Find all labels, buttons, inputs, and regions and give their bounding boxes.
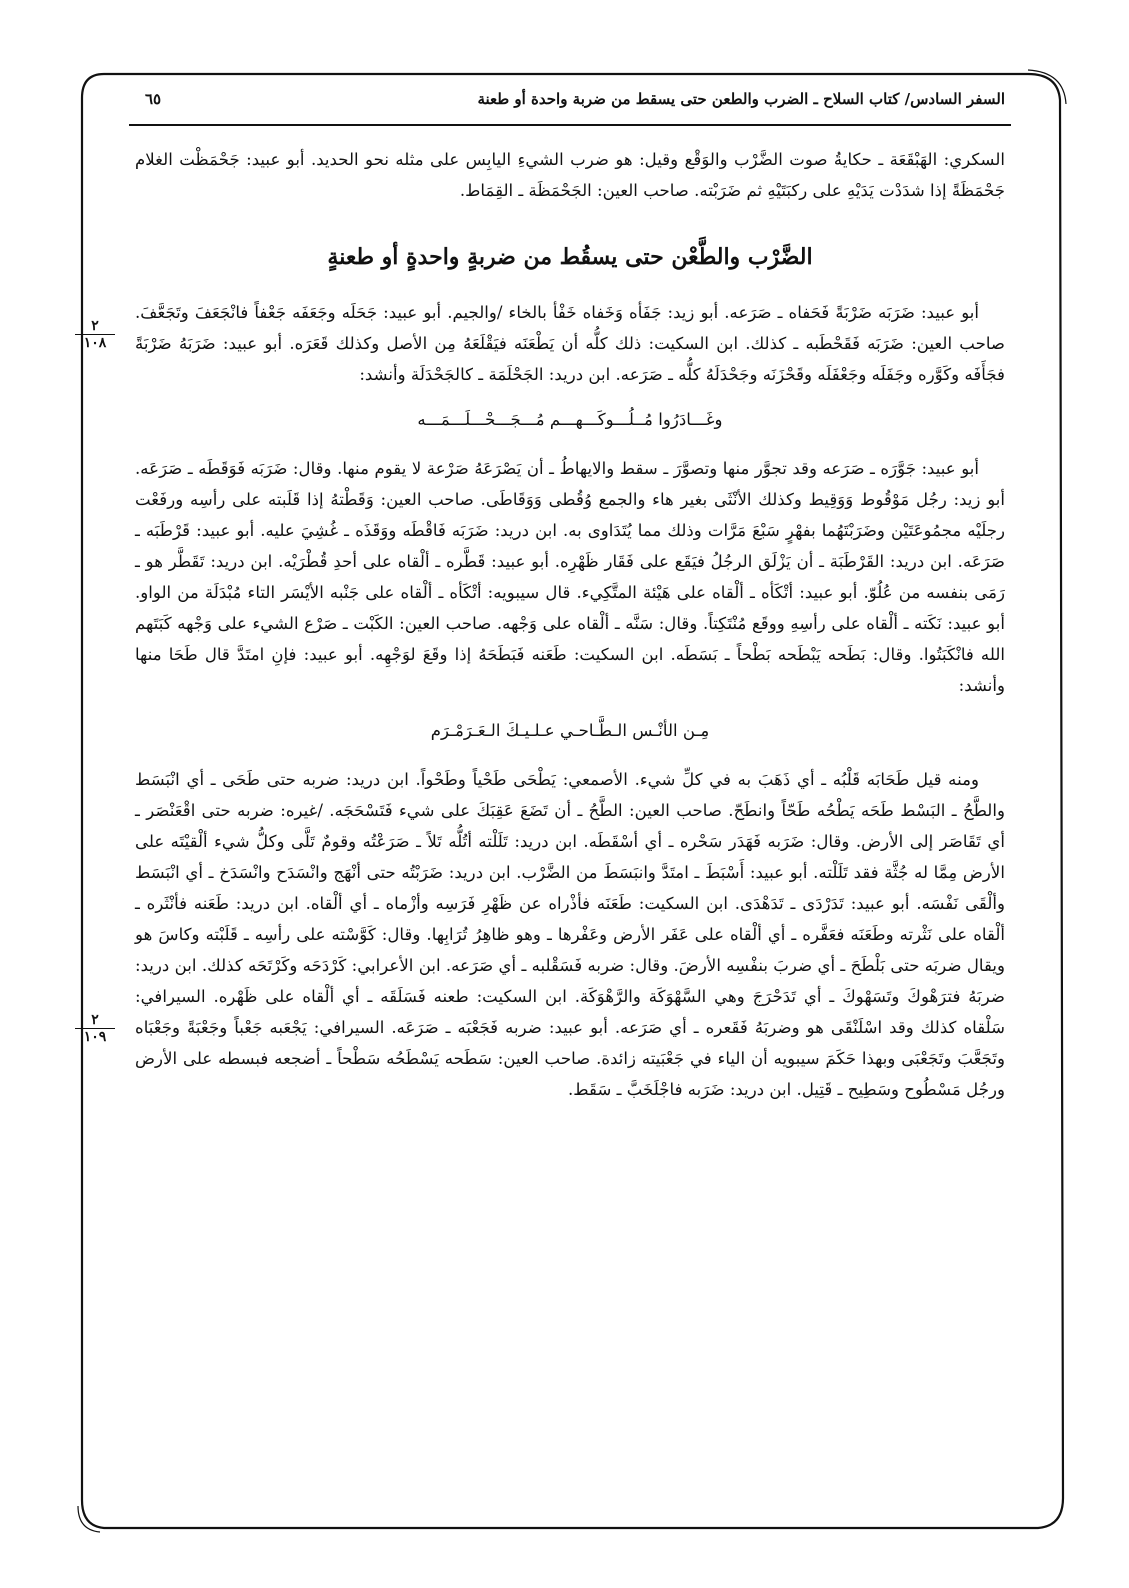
margin-folio-note-2 — [75, 1012, 115, 1045]
intro-paragraph: السكري: الهَبْقَعَة ـ حكايةُ صوت الضَّرْب والوَقْع وقيل: هو ضرب الشيءِ اليابِس على مثله نحو الحديد. أبو عبيد: جَحْمَظْت الغلام جَحْمَظَةً إذا شدَدْت يَدَيْهِ على ركبَتَيْهِ ثم ضَرَبْته. صاحب العين: الجَحْمَظَة ـ القِمَاط. — [135, 150, 1005, 200]
section-heading: الضَّرْب والطَّعْن حتى يسقُط من ضربةٍ واحدةٍ أو طعنةٍ — [327, 244, 813, 270]
page-number: ٦٥ — [145, 90, 162, 108]
header-divider — [129, 124, 1011, 126]
margin-note-1-folio: ١٠٨ — [75, 334, 115, 351]
running-title: السفر السادس/ كتاب السلاح ـ الضرب والطعن حتى يسقط من ضربة واحدة أو طعنة — [477, 90, 1005, 108]
margin-note-1-volume: ٢ — [91, 318, 99, 334]
section-paragraph-3: ومنه قيل طَحَابَه قَلْبُه ـ أي ذَهَبَ به في كلِّ شيء. الأصمعي: يَطْحَى طَحْياً وطَحْواً. ابن دريد: ضربه حتى طَحَى ـ أي انْبَسَط والطَّحُ ـ البَسْط طَحَه يَطْحُه طَحّاً وانطَحّ. صاحب العين: الطَّحُ ـ أن تَضَعَ عَقِبَكَ على شيء فَتَسْحَجَه. /غيره: ضربه حتى اقْعَنْصَر ـ أي تَقَاصَر إلى الأرض. وقال: ضَرَبه فَهَدَر سَحْره ـ أي أسْقَطَه. ابن دريد: تَلَلْته أتُلُّه تَلاً ـ صَرَعْتُه وقومٌ تَلَّى وكلُّ شيء ألْقيْتَه على الأرض مِمَّا له جُثَّة فقد تَلَلْته. أبو عبيد: أَسْبَطَ ـ امتَدَّ وانبَسَطَ من الضَّرْب. ابن دريد: ضَرَبْتُه حتى أنْهَج وانْسَدَح وانْسَدَخ ـ أي انْبَسَط وألْقَى نَفْسَه. أبو عبيد: تَدَرْدَى ـ تَدَهْدَى. ابن السكيت: طَعَنَه فأذْراه عن ظَهْرِ فَرَسِه وأزْماه ـ أي ألْقاه. ابن دريد: طَعَنه فأنْثَره ـ ألْقاه على نَثْرته وطَعَنَه فعَفَّره ـ أي ألْقاه على عَفَر الأرض وعَفْرها ـ وهو ظاهِرُ تُرَابِها. وقال: كَوَّسْته على رأسِه ـ قَلَبْته وكاسَ هو ويقال ضربَه حتى بَلْطَحَ ـ أي ضربَ بنفْسِه الأرضَ. وقال: ضربه فَسَقْلبه ـ أي صَرَعه. ابن الأعرابي: كَرْدَحَه وكَرْتَحَه كذلك. ابن دريد: ضربَهُ فترَهْوكَ وتَسَهْوكَ ـ أي تَدَحْرَجَ وهي السَّهْوَكَة والرَّهْوَكَة. ابن السكيت: طعنه فَسَلَقَه ـ أي ألْقاه على ظَهْره. السيرافي: سَلْقاه كذلك وقد اسْلَنْقَى هو وضربَهُ فَقَعره ـ أي صَرَعه. أبو عبيد: ضربه فَجَعْبَه ـ صَرَعَه. السيرافي: يَجْعَبه جَعْباً وجَعْبَةً وجَعْبَاه وتَجَعَّبَ وتَجَعْبَى وبهذا حَكَمَ سيبويه أن الياء في جَعْبَيته زائدة. صاحب العين: سَطَحه يَسْطَحُه سَطْحاً ـ أضجعه فبسطه على الأرض ورجُل مَسْطُوح وسَطِيح ـ قَتِيل. ابن دريد: ضَرَبه فاجْلَخَبَّ ـ سَقَط. — [135, 770, 1005, 1099]
section-paragraph-1: أبو عبيد: ضَرَبَه ضَرْبَةً فَحَفاه ـ صَرَعه. أبو زيد: جَفَأه وَخَفاه خَفْأ بالخاء /والجيم. أبو عبيد: جَحَلَه وجَعَفَه جَعْفاً فانْجَعَفَ وتَجَعَّفَ. صاحب العين: ضَرَبَه فَقَحْطَبه ـ كذلك. ابن السكيت: ذلك كلُّه أن يَطْعَنَه فيَقْلَعَهُ مِن الأصل وكذلك قَعَرَه. أبو عبيد: ضَرَبَهُ ضَرْبَةً فجَأَفَه وكَوَّره وجَفَلَه وجَعْفَلَه وقَحْزَنَه وجَحْدَلَهُ كلُّه ـ صَرَعه. ابن دريد: الجَحْلَمَة ـ كالجَحْدَلَة وأنشد: — [135, 303, 1005, 384]
page-content — [135, 84, 1005, 1524]
text-body — [135, 144, 1005, 1105]
verse-line-2: مِـن الأنْـس الـطَّـاحـي عـلـيـكَ الـعَـرَمْـرَم — [430, 721, 710, 740]
page-header — [135, 84, 1005, 114]
verse-line-1: وغَـــادَرُوا مُــلُـــوكَـــهـــم مُـــجَـــحْـــلَـــمَـــه — [417, 410, 723, 429]
margin-folio-note-1 — [75, 318, 115, 351]
margin-note-2-volume: ٢ — [91, 1012, 99, 1028]
margin-note-2-folio: ١٠٩ — [75, 1028, 115, 1045]
section-paragraph-2: أبو عبيد: جَوَّرَه ـ صَرَعه وقد تجوَّر منها وتصوَّرَ ـ سقط والايهاطُ ـ أن يَصْرَعَهُ صَرْعة لا يقوم منها. وقال: ضَرَبَه فَوَقَطَه ـ صَرَعَه. أبو زيد: رجُل مَوْقُوط وَوَقِيط وكذلك الأنْثَى بغير هاء والجمع وُقُطى وَوَقَاطَى. صاحب العين: وَقَطْتهُ إذا قَلَبته على رأسِه ورفَعْت رجلَيْه مجمُوعَتَيْن وضَرَبْتَهُما بفهْرٍ سَبْعَ مَرَّات وذلك مما يُتَدَاوى به. ابن دريد: ضَرَبَه فَاقْطَه ووَقَذَه ـ غُشِيَ عليه. أبو عبيد: قَرْطَبَه ـ صَرَعَه. ابن دريد: القَرْطَبَة ـ أن يَزْلَق الرجُلُ فيَقَع على فَقَار ظَهْرِه. أبو عبيد: قَطَّره ـ ألْقاه على أحدِ قُطْرَيْه. ابن دريد: تَقَطَّر هو ـ رَمَى بنفسه من عُلُوّ. أبو عبيد: أتْكَأه ـ ألْقاه على هَيْئة المتَّكِيء. قال سيبويه: أتْكَأه ـ ألْقاه على جَنْبه الأيْسَر التاء مُبْدَلَة من الواو. أبو عبيد: نَكَته ـ ألْقاه على رأسِهِ ووقَع مُنْتَكِتاً. وقال: سَنَّه ـ ألْقاه على وَجْهه. صاحب العين: الكَبْت ـ صَرْع الشيء على وَجْهه كَبَتَهم الله فانْكَبَتُوا. وقال: بَطَحه يَبْطَحه بَطْحاً ـ بَسَطَه. ابن السكيت: طَعَنه فَبَطَحَهُ إذا وقَعَ لوَجْهِه. أبو عبيد: فإنِ امتَدَّ قال طَحَا منها وأنشد: — [135, 459, 1005, 695]
